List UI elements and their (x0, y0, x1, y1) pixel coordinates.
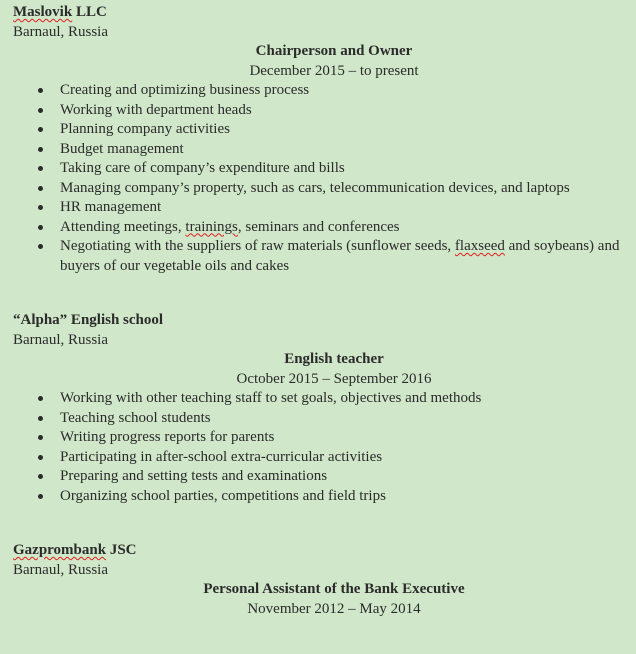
spellcheck-underline: Maslovik (13, 4, 73, 20)
list-item: Participating in after-school extra-curricular activities (60, 448, 636, 468)
spellcheck-underline: flaxseed (454, 238, 505, 254)
list-item: Managing company’s property, such as cars, telecommunication devices, and laptops (60, 179, 636, 199)
list-item: Budget management (60, 140, 636, 160)
list-item: Planning company activities (60, 120, 636, 140)
job-location: Barnaul, Russia (13, 23, 108, 40)
list-item: Creating and optimizing business process (60, 81, 636, 101)
spellcheck-underline: Gazprombank (13, 542, 107, 558)
list-item: HR management (60, 198, 636, 218)
job-title: Chairperson and Owner (255, 43, 413, 59)
list-item: Negotiating with the suppliers of raw materials (sunflower seeds, flaxseed and soybeans) and buyers of our vegetable oils and cakes (60, 237, 636, 276)
company-name: Maslovik LLC (13, 4, 107, 20)
list-item: Working with department heads (60, 101, 636, 121)
list-item: Working with other teaching staff to set goals, objectives and methods (60, 389, 636, 409)
responsibilities-list (13, 389, 636, 506)
list-item: Writing progress reports for parents (60, 428, 636, 448)
job-location: Barnaul, Russia (13, 331, 108, 348)
job-section (13, 3, 636, 276)
list-item: Organizing school parties, competitions and field trips (60, 487, 636, 507)
job-section (13, 541, 636, 619)
list-item: Preparing and setting tests and examinations (60, 467, 636, 487)
resume-document (13, 3, 636, 654)
list-item: Attending meetings, trainings, seminars and conferences (60, 218, 636, 238)
job-dates: December 2015 – to present (249, 62, 419, 79)
job-dates: November 2012 – May 2014 (247, 600, 421, 617)
job-location: Barnaul, Russia (13, 561, 108, 578)
responsibilities-list (13, 81, 636, 276)
job-section (13, 311, 636, 506)
company-name: “Alpha” English school (13, 312, 164, 328)
list-item: Taking care of company’s expenditure and bills (60, 159, 636, 179)
list-item: Teaching school students (60, 409, 636, 429)
job-title: Personal Assistant of the Bank Executive (203, 581, 465, 597)
spellcheck-underline: trainings (185, 218, 238, 235)
job-title: English teacher (284, 351, 384, 367)
company-name: Gazprombank JSC (13, 542, 137, 558)
job-dates: October 2015 – September 2016 (236, 370, 432, 387)
